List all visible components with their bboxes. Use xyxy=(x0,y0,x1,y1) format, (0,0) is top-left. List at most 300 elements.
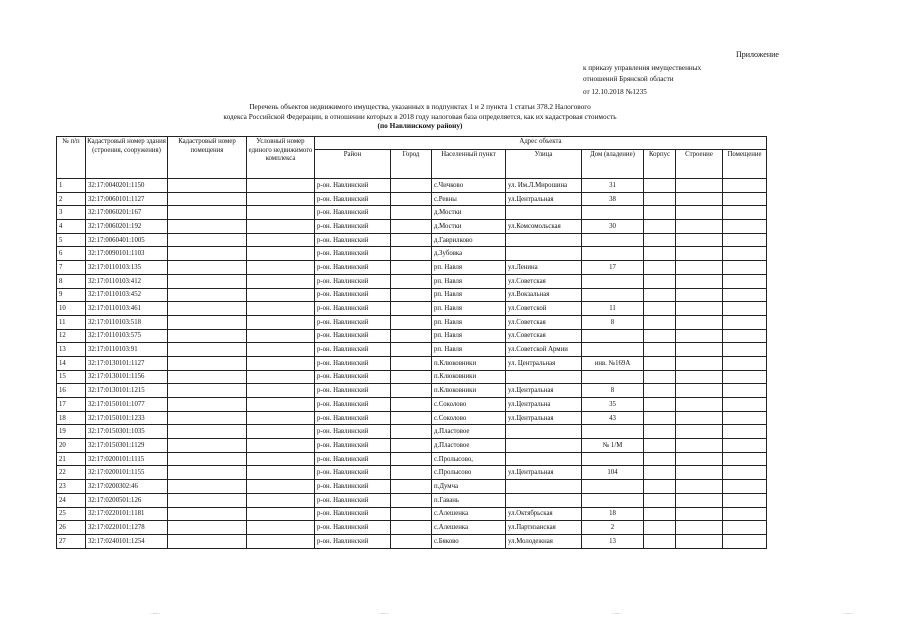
house-cell: 35 xyxy=(582,398,644,412)
conditional-number-cell xyxy=(247,179,315,193)
locality-cell: с.Алешенка xyxy=(432,507,506,521)
street-cell: ул.Партизанская xyxy=(506,521,582,535)
stroenie-cell xyxy=(676,261,723,275)
district-cell: р-он. Навлинский xyxy=(315,288,391,302)
stroenie-cell xyxy=(676,370,723,384)
header-building-cadastral: Кадастровый номер здания (строения, сооружения) xyxy=(86,137,168,179)
stroenie-cell xyxy=(676,425,723,439)
building-cadastral-number-cell: 32:17:0150101:1233 xyxy=(86,411,168,425)
pomeshchenie-cell xyxy=(723,384,767,398)
street-cell: ул.Советской xyxy=(506,302,582,316)
table-row xyxy=(57,521,767,535)
city-cell xyxy=(391,521,432,535)
row-number-cell: 10 xyxy=(57,302,86,316)
street-cell: ул.Советская xyxy=(506,274,582,288)
table-row xyxy=(57,507,767,521)
building-cadastral-number-cell: 32:17:0150301:1035 xyxy=(86,425,168,439)
row-number-cell: 17 xyxy=(57,398,86,412)
row-number-cell: 26 xyxy=(57,521,86,535)
district-cell: р-он. Навлинский xyxy=(315,356,391,370)
conditional-number-cell xyxy=(247,288,315,302)
house-cell: 38 xyxy=(582,192,644,206)
house-cell: 18 xyxy=(582,507,644,521)
city-cell xyxy=(391,179,432,193)
row-number-cell: 4 xyxy=(57,220,86,234)
building-cadastral-number-cell: 32:17:0220101:1278 xyxy=(86,521,168,535)
stroenie-cell xyxy=(676,384,723,398)
house-cell: 13 xyxy=(582,534,644,548)
order-line-1: к приказу управления имущественных xyxy=(583,64,702,72)
street-cell: ул.Центральная xyxy=(506,466,582,480)
table-row xyxy=(57,411,767,425)
house-cell xyxy=(582,370,644,384)
stroenie-cell xyxy=(676,452,723,466)
premises-cadastral-number-cell xyxy=(168,233,247,247)
row-number-cell: 27 xyxy=(57,534,86,548)
street-cell xyxy=(506,247,582,261)
title-line-1: Перечень объектов недвижимого имущества, указанных в подпунктах 1 и 2 пункта 1 статьи 378.2 Налогового xyxy=(249,102,591,111)
korpus-cell xyxy=(644,480,676,494)
locality-cell: с.Чичково xyxy=(432,179,506,193)
conditional-number-cell xyxy=(247,507,315,521)
city-cell xyxy=(391,493,432,507)
header-pomeshchenie: Помещение xyxy=(723,150,767,179)
conditional-number-cell xyxy=(247,220,315,234)
building-cadastral-number-cell: 32:17:0110103:575 xyxy=(86,329,168,343)
stroenie-cell xyxy=(676,315,723,329)
row-number-cell: 5 xyxy=(57,233,86,247)
premises-cadastral-number-cell xyxy=(168,425,247,439)
korpus-cell xyxy=(644,329,676,343)
conditional-number-cell xyxy=(247,356,315,370)
table-row xyxy=(57,425,767,439)
pomeshchenie-cell xyxy=(723,179,767,193)
document-title xyxy=(160,102,680,131)
row-number-cell: 7 xyxy=(57,261,86,275)
stroenie-cell xyxy=(676,356,723,370)
header-conditional-number: Условный номер единого недвижимого комплекса xyxy=(247,137,315,179)
pomeshchenie-cell xyxy=(723,370,767,384)
district-cell: р-он. Навлинский xyxy=(315,493,391,507)
street-cell xyxy=(506,493,582,507)
title-line-2: кодекса Российской Федерации, в отношении которых в 2018 году налоговая база определяется, как их кадастровая стоимость xyxy=(223,111,617,121)
appendix-label: Приложение xyxy=(736,50,779,59)
street-cell: ул.Центральна xyxy=(506,398,582,412)
row-number-cell: 3 xyxy=(57,206,86,220)
district-cell: р-он. Навлинский xyxy=(315,425,391,439)
table-body xyxy=(57,179,767,549)
stroenie-cell xyxy=(676,480,723,494)
locality-cell: д.Мостки xyxy=(432,206,506,220)
stroenie-cell xyxy=(676,343,723,357)
table-row xyxy=(57,233,767,247)
street-cell xyxy=(506,425,582,439)
pomeshchenie-cell xyxy=(723,315,767,329)
pomeshchenie-cell xyxy=(723,398,767,412)
house-cell xyxy=(582,452,644,466)
korpus-cell xyxy=(644,521,676,535)
city-cell xyxy=(391,274,432,288)
city-cell xyxy=(391,384,432,398)
building-cadastral-number-cell: 32:17:0150101:1077 xyxy=(86,398,168,412)
building-cadastral-number-cell: 32:17:0090101:1103 xyxy=(86,247,168,261)
table-row xyxy=(57,329,767,343)
pomeshchenie-cell xyxy=(723,425,767,439)
stroenie-cell xyxy=(676,439,723,453)
district-cell: р-он. Навлинский xyxy=(315,480,391,494)
street-cell xyxy=(506,370,582,384)
row-number-cell: 8 xyxy=(57,274,86,288)
house-cell xyxy=(582,206,644,220)
house-cell: 11 xyxy=(582,302,644,316)
row-number-cell: 24 xyxy=(57,493,86,507)
row-number-cell: 14 xyxy=(57,356,86,370)
table-row xyxy=(57,398,767,412)
locality-cell: с.Пролысово xyxy=(432,466,506,480)
district-cell: р-он. Навлинский xyxy=(315,206,391,220)
row-number-cell: 23 xyxy=(57,480,86,494)
city-cell xyxy=(391,192,432,206)
street-cell: ул.Центральная xyxy=(506,192,582,206)
conditional-number-cell xyxy=(247,370,315,384)
table-row xyxy=(57,274,767,288)
building-cadastral-number-cell: 32:17:0060201:192 xyxy=(86,220,168,234)
house-cell xyxy=(582,233,644,247)
street-cell: ул. Им.Л.Мирошина xyxy=(506,179,582,193)
district-cell: р-он. Навлинский xyxy=(315,466,391,480)
locality-cell: рп. Навля xyxy=(432,343,506,357)
korpus-cell xyxy=(644,370,676,384)
building-cadastral-number-cell: 32:17:0110103:452 xyxy=(86,288,168,302)
order-line-2: отношений Брянской области xyxy=(583,75,674,83)
premises-cadastral-number-cell xyxy=(168,315,247,329)
stroenie-cell xyxy=(676,288,723,302)
locality-cell: с.Алешенка xyxy=(432,521,506,535)
premises-cadastral-number-cell xyxy=(168,220,247,234)
house-cell: 17 xyxy=(582,261,644,275)
table-row xyxy=(57,370,767,384)
header-house: Дом (владение) xyxy=(582,150,644,179)
conditional-number-cell xyxy=(247,466,315,480)
pomeshchenie-cell xyxy=(723,274,767,288)
building-cadastral-number-cell: 32:17:0060201:167 xyxy=(86,206,168,220)
conditional-number-cell xyxy=(247,192,315,206)
row-number-cell: 22 xyxy=(57,466,86,480)
building-cadastral-number-cell: 32:17:0060101:1127 xyxy=(86,192,168,206)
table-row xyxy=(57,192,767,206)
premises-cadastral-number-cell xyxy=(168,507,247,521)
stroenie-cell xyxy=(676,507,723,521)
locality-cell: с.Пролысово, xyxy=(432,452,506,466)
premises-cadastral-number-cell xyxy=(168,370,247,384)
table-row xyxy=(57,247,767,261)
korpus-cell xyxy=(644,302,676,316)
conditional-number-cell xyxy=(247,384,315,398)
building-cadastral-number-cell: 32:17:0220101:1181 xyxy=(86,507,168,521)
stroenie-cell xyxy=(676,521,723,535)
row-number-cell: 1 xyxy=(57,179,86,193)
row-number-cell: 16 xyxy=(57,384,86,398)
header-premises-cadastral: Кадастровый номер помещения xyxy=(168,137,247,179)
korpus-cell xyxy=(644,439,676,453)
pomeshchenie-cell xyxy=(723,343,767,357)
city-cell xyxy=(391,507,432,521)
city-cell xyxy=(391,288,432,302)
korpus-cell xyxy=(644,220,676,234)
building-cadastral-number-cell: 32:17:0110103:412 xyxy=(86,274,168,288)
table-row xyxy=(57,206,767,220)
street-cell xyxy=(506,480,582,494)
table-row xyxy=(57,493,767,507)
korpus-cell xyxy=(644,452,676,466)
city-cell xyxy=(391,206,432,220)
property-table xyxy=(56,136,767,549)
premises-cadastral-number-cell xyxy=(168,261,247,275)
locality-cell: д.Пластовое xyxy=(432,425,506,439)
table-row xyxy=(57,220,767,234)
city-cell xyxy=(391,356,432,370)
korpus-cell xyxy=(644,534,676,548)
district-cell: р-он. Навлинский xyxy=(315,370,391,384)
locality-cell: д.Мостки xyxy=(432,220,506,234)
city-cell xyxy=(391,261,432,275)
table-row xyxy=(57,534,767,548)
pomeshchenie-cell xyxy=(723,411,767,425)
house-cell xyxy=(582,480,644,494)
building-cadastral-number-cell: 32:17:0110103:461 xyxy=(86,302,168,316)
house-cell xyxy=(582,274,644,288)
order-reference xyxy=(583,63,783,85)
city-cell xyxy=(391,233,432,247)
district-cell: р-он. Навлинский xyxy=(315,521,391,535)
premises-cadastral-number-cell xyxy=(168,206,247,220)
conditional-number-cell xyxy=(247,521,315,535)
stroenie-cell xyxy=(676,274,723,288)
district-cell: р-он. Навлинский xyxy=(315,233,391,247)
pomeshchenie-cell xyxy=(723,356,767,370)
table-row xyxy=(57,356,767,370)
building-cadastral-number-cell: 32:17:0130101:1127 xyxy=(86,356,168,370)
district-cell: р-он. Навлинский xyxy=(315,398,391,412)
stroenie-cell xyxy=(676,302,723,316)
building-cadastral-number-cell: 32:17:0060401:1005 xyxy=(86,233,168,247)
city-cell xyxy=(391,480,432,494)
building-cadastral-number-cell: 32:17:0130101:1156 xyxy=(86,370,168,384)
conditional-number-cell xyxy=(247,247,315,261)
pomeshchenie-cell xyxy=(723,521,767,535)
stroenie-cell xyxy=(676,220,723,234)
table-row xyxy=(57,452,767,466)
district-cell: р-он. Навлинский xyxy=(315,315,391,329)
stroenie-cell xyxy=(676,466,723,480)
stroenie-cell xyxy=(676,206,723,220)
pomeshchenie-cell xyxy=(723,329,767,343)
locality-cell: рп. Навля xyxy=(432,329,506,343)
conditional-number-cell xyxy=(247,398,315,412)
table-row xyxy=(57,302,767,316)
korpus-cell xyxy=(644,288,676,302)
house-cell xyxy=(582,493,644,507)
conditional-number-cell xyxy=(247,315,315,329)
house-cell: инв. №169А xyxy=(582,356,644,370)
pomeshchenie-cell xyxy=(723,466,767,480)
city-cell xyxy=(391,398,432,412)
conditional-number-cell xyxy=(247,206,315,220)
locality-cell: п.Клюковники xyxy=(432,384,506,398)
house-cell: 30 xyxy=(582,220,644,234)
pomeshchenie-cell xyxy=(723,439,767,453)
district-cell: р-он. Навлинский xyxy=(315,384,391,398)
premises-cadastral-number-cell xyxy=(168,247,247,261)
korpus-cell xyxy=(644,384,676,398)
conditional-number-cell xyxy=(247,274,315,288)
street-cell: ул.Центральная xyxy=(506,384,582,398)
street-cell: ул.Советская xyxy=(506,315,582,329)
stroenie-cell xyxy=(676,398,723,412)
district-cell: р-он. Навлинский xyxy=(315,329,391,343)
street-cell xyxy=(506,206,582,220)
row-number-cell: 19 xyxy=(57,425,86,439)
premises-cadastral-number-cell xyxy=(168,439,247,453)
city-cell xyxy=(391,343,432,357)
conditional-number-cell xyxy=(247,411,315,425)
building-cadastral-number-cell: 32:17:0200101:1155 xyxy=(86,466,168,480)
conditional-number-cell xyxy=(247,534,315,548)
locality-cell: д.Пластовое xyxy=(432,439,506,453)
street-cell: ул.Комсомольская xyxy=(506,220,582,234)
conditional-number-cell xyxy=(247,425,315,439)
stroenie-cell xyxy=(676,192,723,206)
street-cell: ул.Ленина xyxy=(506,261,582,275)
conditional-number-cell xyxy=(247,233,315,247)
korpus-cell xyxy=(644,398,676,412)
street-cell: ул.Октябрьская xyxy=(506,507,582,521)
premises-cadastral-number-cell xyxy=(168,452,247,466)
conditional-number-cell xyxy=(247,480,315,494)
city-cell xyxy=(391,302,432,316)
house-cell: 2 xyxy=(582,521,644,535)
premises-cadastral-number-cell xyxy=(168,192,247,206)
city-cell xyxy=(391,315,432,329)
korpus-cell xyxy=(644,274,676,288)
conditional-number-cell xyxy=(247,329,315,343)
table-row xyxy=(57,288,767,302)
premises-cadastral-number-cell xyxy=(168,288,247,302)
korpus-cell xyxy=(644,425,676,439)
header-address: Адрес объекта xyxy=(315,137,767,150)
conditional-number-cell xyxy=(247,439,315,453)
city-cell xyxy=(391,452,432,466)
header-street: Улица xyxy=(506,150,582,179)
house-cell: 43 xyxy=(582,411,644,425)
locality-cell: д.Гаврилково xyxy=(432,233,506,247)
pomeshchenie-cell xyxy=(723,220,767,234)
premises-cadastral-number-cell xyxy=(168,534,247,548)
header-city: Город xyxy=(391,150,432,179)
korpus-cell xyxy=(644,356,676,370)
street-cell: ул.Вокзальная xyxy=(506,288,582,302)
locality-cell: рп. Навля xyxy=(432,274,506,288)
city-cell xyxy=(391,329,432,343)
street-cell xyxy=(506,439,582,453)
locality-cell: рп. Навля xyxy=(432,315,506,329)
building-cadastral-number-cell: 32:17:0200501:126 xyxy=(86,493,168,507)
premises-cadastral-number-cell xyxy=(168,329,247,343)
premises-cadastral-number-cell xyxy=(168,493,247,507)
city-cell xyxy=(391,220,432,234)
district-cell: р-он. Навлинский xyxy=(315,220,391,234)
pomeshchenie-cell xyxy=(723,206,767,220)
table-row xyxy=(57,466,767,480)
stroenie-cell xyxy=(676,179,723,193)
premises-cadastral-number-cell xyxy=(168,343,247,357)
house-cell xyxy=(582,288,644,302)
house-cell xyxy=(582,343,644,357)
order-date: от 12.10.2018 №1235 xyxy=(583,88,647,96)
premises-cadastral-number-cell xyxy=(168,274,247,288)
house-cell: 104 xyxy=(582,466,644,480)
header-district: Район xyxy=(315,150,391,179)
pomeshchenie-cell xyxy=(723,534,767,548)
premises-cadastral-number-cell xyxy=(168,356,247,370)
premises-cadastral-number-cell xyxy=(168,411,247,425)
conditional-number-cell xyxy=(247,343,315,357)
row-number-cell: 12 xyxy=(57,329,86,343)
building-cadastral-number-cell: 32:17:0110103:91 xyxy=(86,343,168,357)
row-number-cell: 15 xyxy=(57,370,86,384)
street-cell: ул.Советской Армии xyxy=(506,343,582,357)
stroenie-cell xyxy=(676,493,723,507)
pomeshchenie-cell xyxy=(723,507,767,521)
premises-cadastral-number-cell xyxy=(168,466,247,480)
row-number-cell: 9 xyxy=(57,288,86,302)
district-cell: р-он. Навлинский xyxy=(315,411,391,425)
locality-cell: д.Зубовка xyxy=(432,247,506,261)
row-number-cell: 13 xyxy=(57,343,86,357)
street-cell xyxy=(506,233,582,247)
row-number-cell: 2 xyxy=(57,192,86,206)
locality-cell: п.Гавань xyxy=(432,493,506,507)
pomeshchenie-cell xyxy=(723,480,767,494)
stroenie-cell xyxy=(676,329,723,343)
locality-cell: с.Соколово xyxy=(432,398,506,412)
stroenie-cell xyxy=(676,411,723,425)
house-cell xyxy=(582,329,644,343)
conditional-number-cell xyxy=(247,261,315,275)
row-number-cell: 6 xyxy=(57,247,86,261)
locality-cell: рп. Навля xyxy=(432,261,506,275)
table-row xyxy=(57,480,767,494)
korpus-cell xyxy=(644,233,676,247)
korpus-cell xyxy=(644,507,676,521)
conditional-number-cell xyxy=(247,452,315,466)
house-cell xyxy=(582,247,644,261)
premises-cadastral-number-cell xyxy=(168,179,247,193)
locality-cell: рп. Навля xyxy=(432,302,506,316)
header-stroenie: Строение xyxy=(676,150,723,179)
premises-cadastral-number-cell xyxy=(168,398,247,412)
table-row xyxy=(57,315,767,329)
pomeshchenie-cell xyxy=(723,452,767,466)
locality-cell: с.Соколово xyxy=(432,411,506,425)
city-cell xyxy=(391,534,432,548)
korpus-cell xyxy=(644,411,676,425)
district-cell: р-он. Навлинский xyxy=(315,261,391,275)
korpus-cell xyxy=(644,261,676,275)
table-row xyxy=(57,179,767,193)
korpus-cell xyxy=(644,179,676,193)
building-cadastral-number-cell: 32:17:0240101:1254 xyxy=(86,534,168,548)
